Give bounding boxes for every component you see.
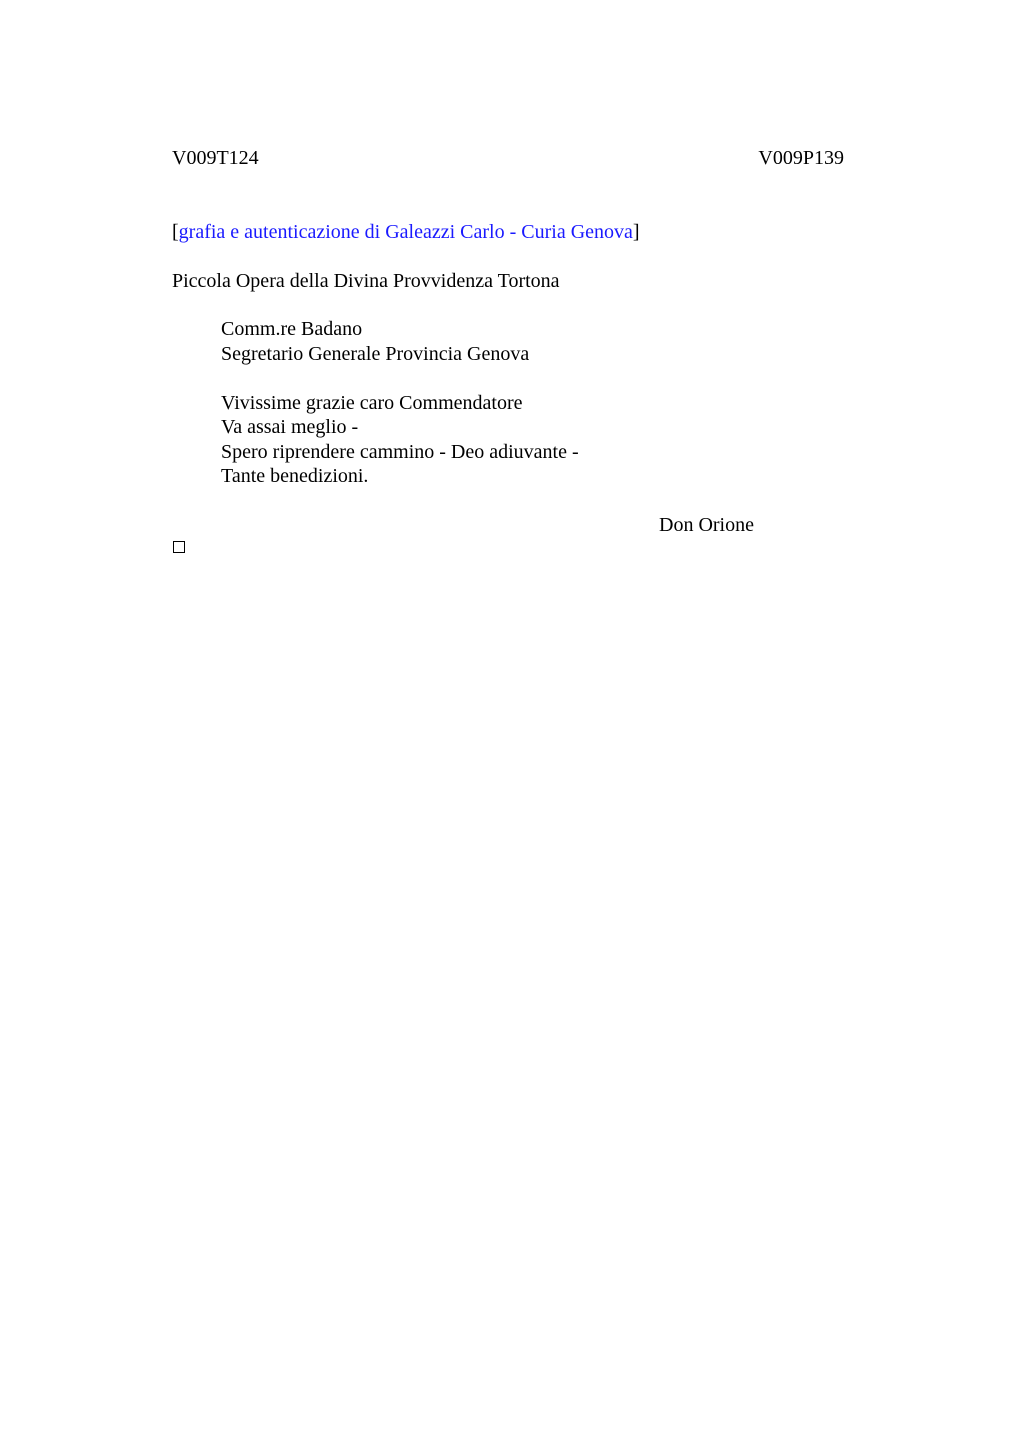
document-code-left: V009T124: [172, 147, 259, 169]
letter-body-line: Vivissime grazie caro Commendatore: [221, 392, 523, 414]
recipient-name: Comm.re Badano: [221, 318, 363, 340]
signature: Don Orione: [659, 514, 754, 536]
document-code-right: V009P139: [758, 147, 844, 169]
letter-body-line: Spero riprendere cammino - Deo adiuvante -: [221, 441, 579, 463]
authentication-note: [172, 220, 640, 244]
organization-name: Piccola Opera della Divina Provvidenza Tortona: [172, 270, 560, 292]
authentication-note-text: grafia e autenticazione di Galeazzi Carlo - Curia Genova: [178, 221, 633, 243]
letter-body-line: Tante benedizioni.: [221, 465, 369, 487]
note-close-bracket: ]: [632, 221, 640, 243]
empty-square-icon: [173, 541, 185, 553]
recipient-title: Segretario Generale Provincia Genova: [221, 343, 530, 365]
note-open-bracket: [: [172, 221, 179, 243]
letter-body-line: Va assai meglio -: [221, 416, 359, 438]
